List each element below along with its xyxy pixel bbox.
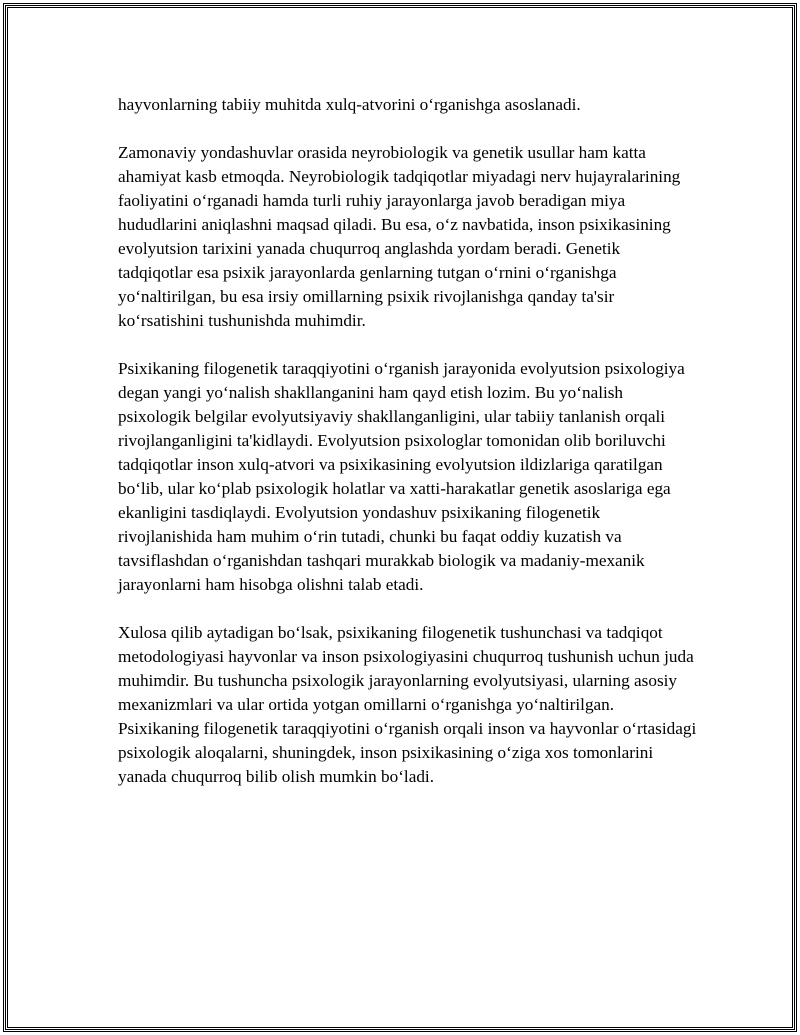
paragraph-3: Psixikaning filogenetik taraqqiyotini o‘rganish jarayonida evolyutsion psixologiya degan yangi yo‘nalish shakllanganini ham qayd etish lozim. Bu yo‘nalish psixologik belgilar evolyutsiyaviy shakllanganligini, ular tabiiy tanlanish orqali rivojlanganligini ta'kidlaydi. Evolyutsion psixologlar tomonidan olib boriluvchi tadqiqotlar inson xulq-atvori va psixikasining evolyutsion ildizlariga qaratilgan bo‘lib, ular ko‘plab psixologik holatlar va xatti-harakatlar genetik asoslariga ega ekanligini tasdiqlaydi. Evolyutsion yondashuv psixikaning filogenetik rivojlanishida ham muhim o‘rin tutadi, chunki bu faqat oddiy kuzatish va tavsiflashdan o‘rganishdan tashqari murakkab biologik va madaniy-mexanik jarayonlarni ham hisobga olishni talab etadi. bbox=[118, 359, 685, 594]
document-body bbox=[118, 93, 698, 813]
paragraph-4: Xulosa qilib aytadigan bo‘lsak, psixikaning filogenetik tushunchasi va tadqiqot metodologiyasi hayvonlar va inson psixologiyasini chuqurroq tushunish uchun juda muhimdir. Bu tushuncha psixologik jarayonlarning evolyutsiyasi, ularning asosiy mexanizmlari va ular ortida yotgan omillarni o‘rganishga yo‘naltirilgan. Psixikaning filogenetik taraqqiyotini o‘rganish orqali inson va hayvonlar o‘rtasidagi psixologik aloqalarni, shuningdek, inson psixikasining o‘ziga xos tomonlarini yanada chuqurroq bilib olish mumkin bo‘ladi. bbox=[118, 623, 697, 786]
paragraph-1: hayvonlarning tabiiy muhitda xulq-atvorini o‘rganishga asoslanadi. bbox=[118, 95, 581, 114]
paragraph-2: Zamonaviy yondashuvlar orasida neyrobiologik va genetik usullar ham katta ahamiyat kasb etmoqda. Neyrobiologik tadqiqotlar miyadagi nerv hujayralarining faoliyatini o‘rganadi hamda turli ruhiy jarayonlarga javob beradigan miya hududlarini aniqlashni maqsad qiladi. Bu esa, o‘z navbatida, inson psixikasining evolyutsion tarixini yanada chuqurroq anglashda yordam beradi. Genetik tadqiqotlar esa psixik jarayonlarda genlarning tutgan o‘rnini o‘rganishga yo‘naltirilgan, bu esa irsiy omillarning psixik rivojlanishga qanday ta'sir ko‘rsatishini tushunishda muhimdir. bbox=[118, 143, 681, 330]
